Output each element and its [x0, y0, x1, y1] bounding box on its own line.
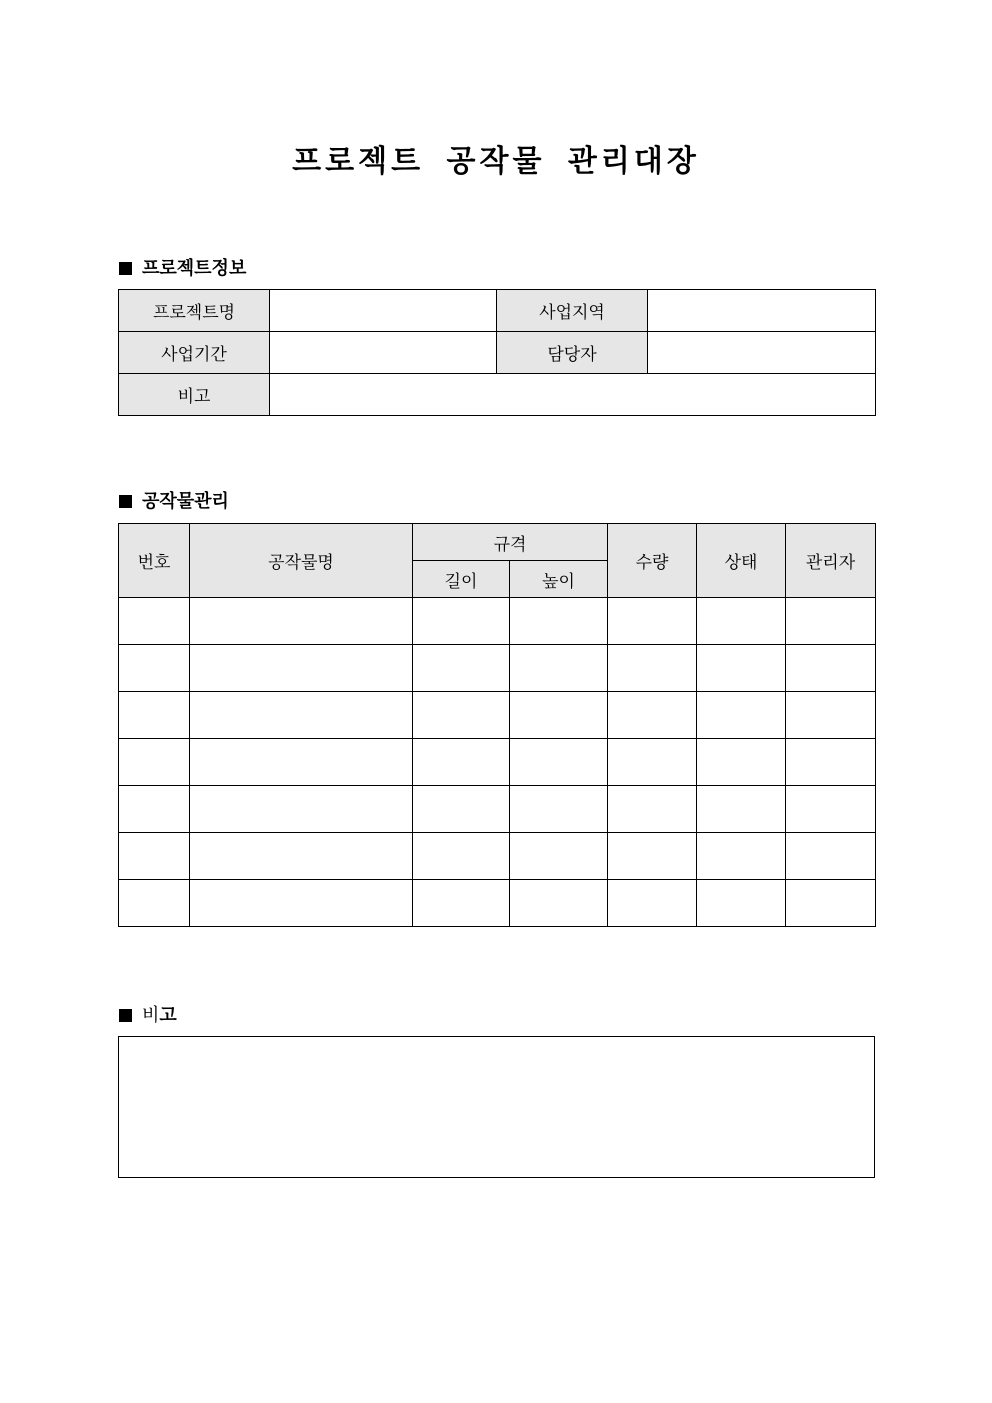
table-cell[interactable] [119, 786, 190, 833]
table-cell[interactable] [510, 598, 608, 645]
remarks-label: 비고 [119, 374, 270, 416]
manager-field[interactable] [648, 332, 876, 374]
table-cell[interactable] [119, 692, 190, 739]
square-bullet-icon [119, 495, 132, 508]
manager-label: 담당자 [497, 332, 648, 374]
table-cell[interactable] [510, 880, 608, 927]
name-header: 공작물명 [190, 524, 413, 598]
remarks-heading-pre: 비 [142, 1005, 160, 1026]
table-cell[interactable] [119, 598, 190, 645]
remarks-box[interactable] [118, 1036, 875, 1178]
table-cell[interactable] [697, 598, 786, 645]
table-cell[interactable] [510, 833, 608, 880]
project-info-table [118, 289, 876, 416]
table-header-row [119, 524, 876, 561]
table-cell[interactable] [786, 739, 876, 786]
table-cell[interactable] [119, 739, 190, 786]
table-cell[interactable] [608, 833, 697, 880]
square-bullet-icon [119, 262, 132, 275]
table-cell[interactable] [697, 645, 786, 692]
table-cell[interactable] [786, 880, 876, 927]
table-cell[interactable] [190, 786, 413, 833]
table-row [119, 645, 876, 692]
page-title: 프로젝트 공작물 관리대장 [292, 144, 700, 179]
table-cell[interactable] [119, 833, 190, 880]
table-cell[interactable] [413, 739, 510, 786]
table-cell[interactable] [413, 598, 510, 645]
table-cell[interactable] [786, 598, 876, 645]
table-cell[interactable] [786, 833, 876, 880]
table-cell[interactable] [413, 692, 510, 739]
table-cell[interactable] [190, 692, 413, 739]
table-cell[interactable] [190, 645, 413, 692]
table-cell[interactable] [190, 739, 413, 786]
table-row [119, 739, 876, 786]
table-cell[interactable] [190, 880, 413, 927]
table-row [119, 880, 876, 927]
table-cell[interactable] [413, 833, 510, 880]
table-cell[interactable] [510, 692, 608, 739]
table-row [119, 290, 876, 332]
table-cell[interactable] [786, 645, 876, 692]
table-row [119, 332, 876, 374]
table-cell[interactable] [697, 786, 786, 833]
table-cell[interactable] [697, 833, 786, 880]
region-label: 사업지역 [497, 290, 648, 332]
table-cell[interactable] [510, 786, 608, 833]
table-cell[interactable] [119, 645, 190, 692]
table-cell[interactable] [608, 880, 697, 927]
table-cell[interactable] [608, 598, 697, 645]
quantity-header: 수량 [608, 524, 697, 598]
table-cell[interactable] [413, 645, 510, 692]
remarks-field[interactable] [270, 374, 876, 416]
table-cell[interactable] [697, 692, 786, 739]
table-cell[interactable] [786, 692, 876, 739]
spec-header: 규격 [413, 524, 608, 561]
remarks-heading-post: 고 [159, 1005, 177, 1026]
manager-header: 관리자 [786, 524, 876, 598]
table-cell[interactable] [786, 786, 876, 833]
project-name-label: 프로젝트명 [119, 290, 270, 332]
project-info-heading [119, 254, 246, 280]
period-label: 사업기간 [119, 332, 270, 374]
period-field[interactable] [270, 332, 497, 374]
table-cell[interactable] [119, 880, 190, 927]
square-bullet-icon [119, 1009, 132, 1022]
project-name-field[interactable] [270, 290, 497, 332]
table-cell[interactable] [510, 645, 608, 692]
table-cell[interactable] [697, 739, 786, 786]
table-row [119, 598, 876, 645]
table-row [119, 374, 876, 416]
remarks-heading [119, 1001, 177, 1027]
table-cell[interactable] [608, 692, 697, 739]
table-row [119, 692, 876, 739]
length-header: 길이 [413, 561, 510, 598]
table-cell[interactable] [608, 739, 697, 786]
table-cell[interactable] [413, 786, 510, 833]
region-field[interactable] [648, 290, 876, 332]
status-header: 상태 [697, 524, 786, 598]
table-cell[interactable] [510, 739, 608, 786]
project-info-heading-text: 프로젝트정보 [142, 258, 247, 279]
table-cell[interactable] [608, 786, 697, 833]
table-row [119, 833, 876, 880]
works-heading-text: 공작물관리 [142, 491, 229, 512]
table-row [119, 786, 876, 833]
height-header: 높이 [510, 561, 608, 598]
table-cell[interactable] [697, 880, 786, 927]
table-cell[interactable] [608, 645, 697, 692]
table-cell[interactable] [413, 880, 510, 927]
table-cell[interactable] [190, 598, 413, 645]
number-header: 번호 [119, 524, 190, 598]
works-heading [119, 487, 229, 513]
table-cell[interactable] [190, 833, 413, 880]
works-table [118, 523, 876, 927]
